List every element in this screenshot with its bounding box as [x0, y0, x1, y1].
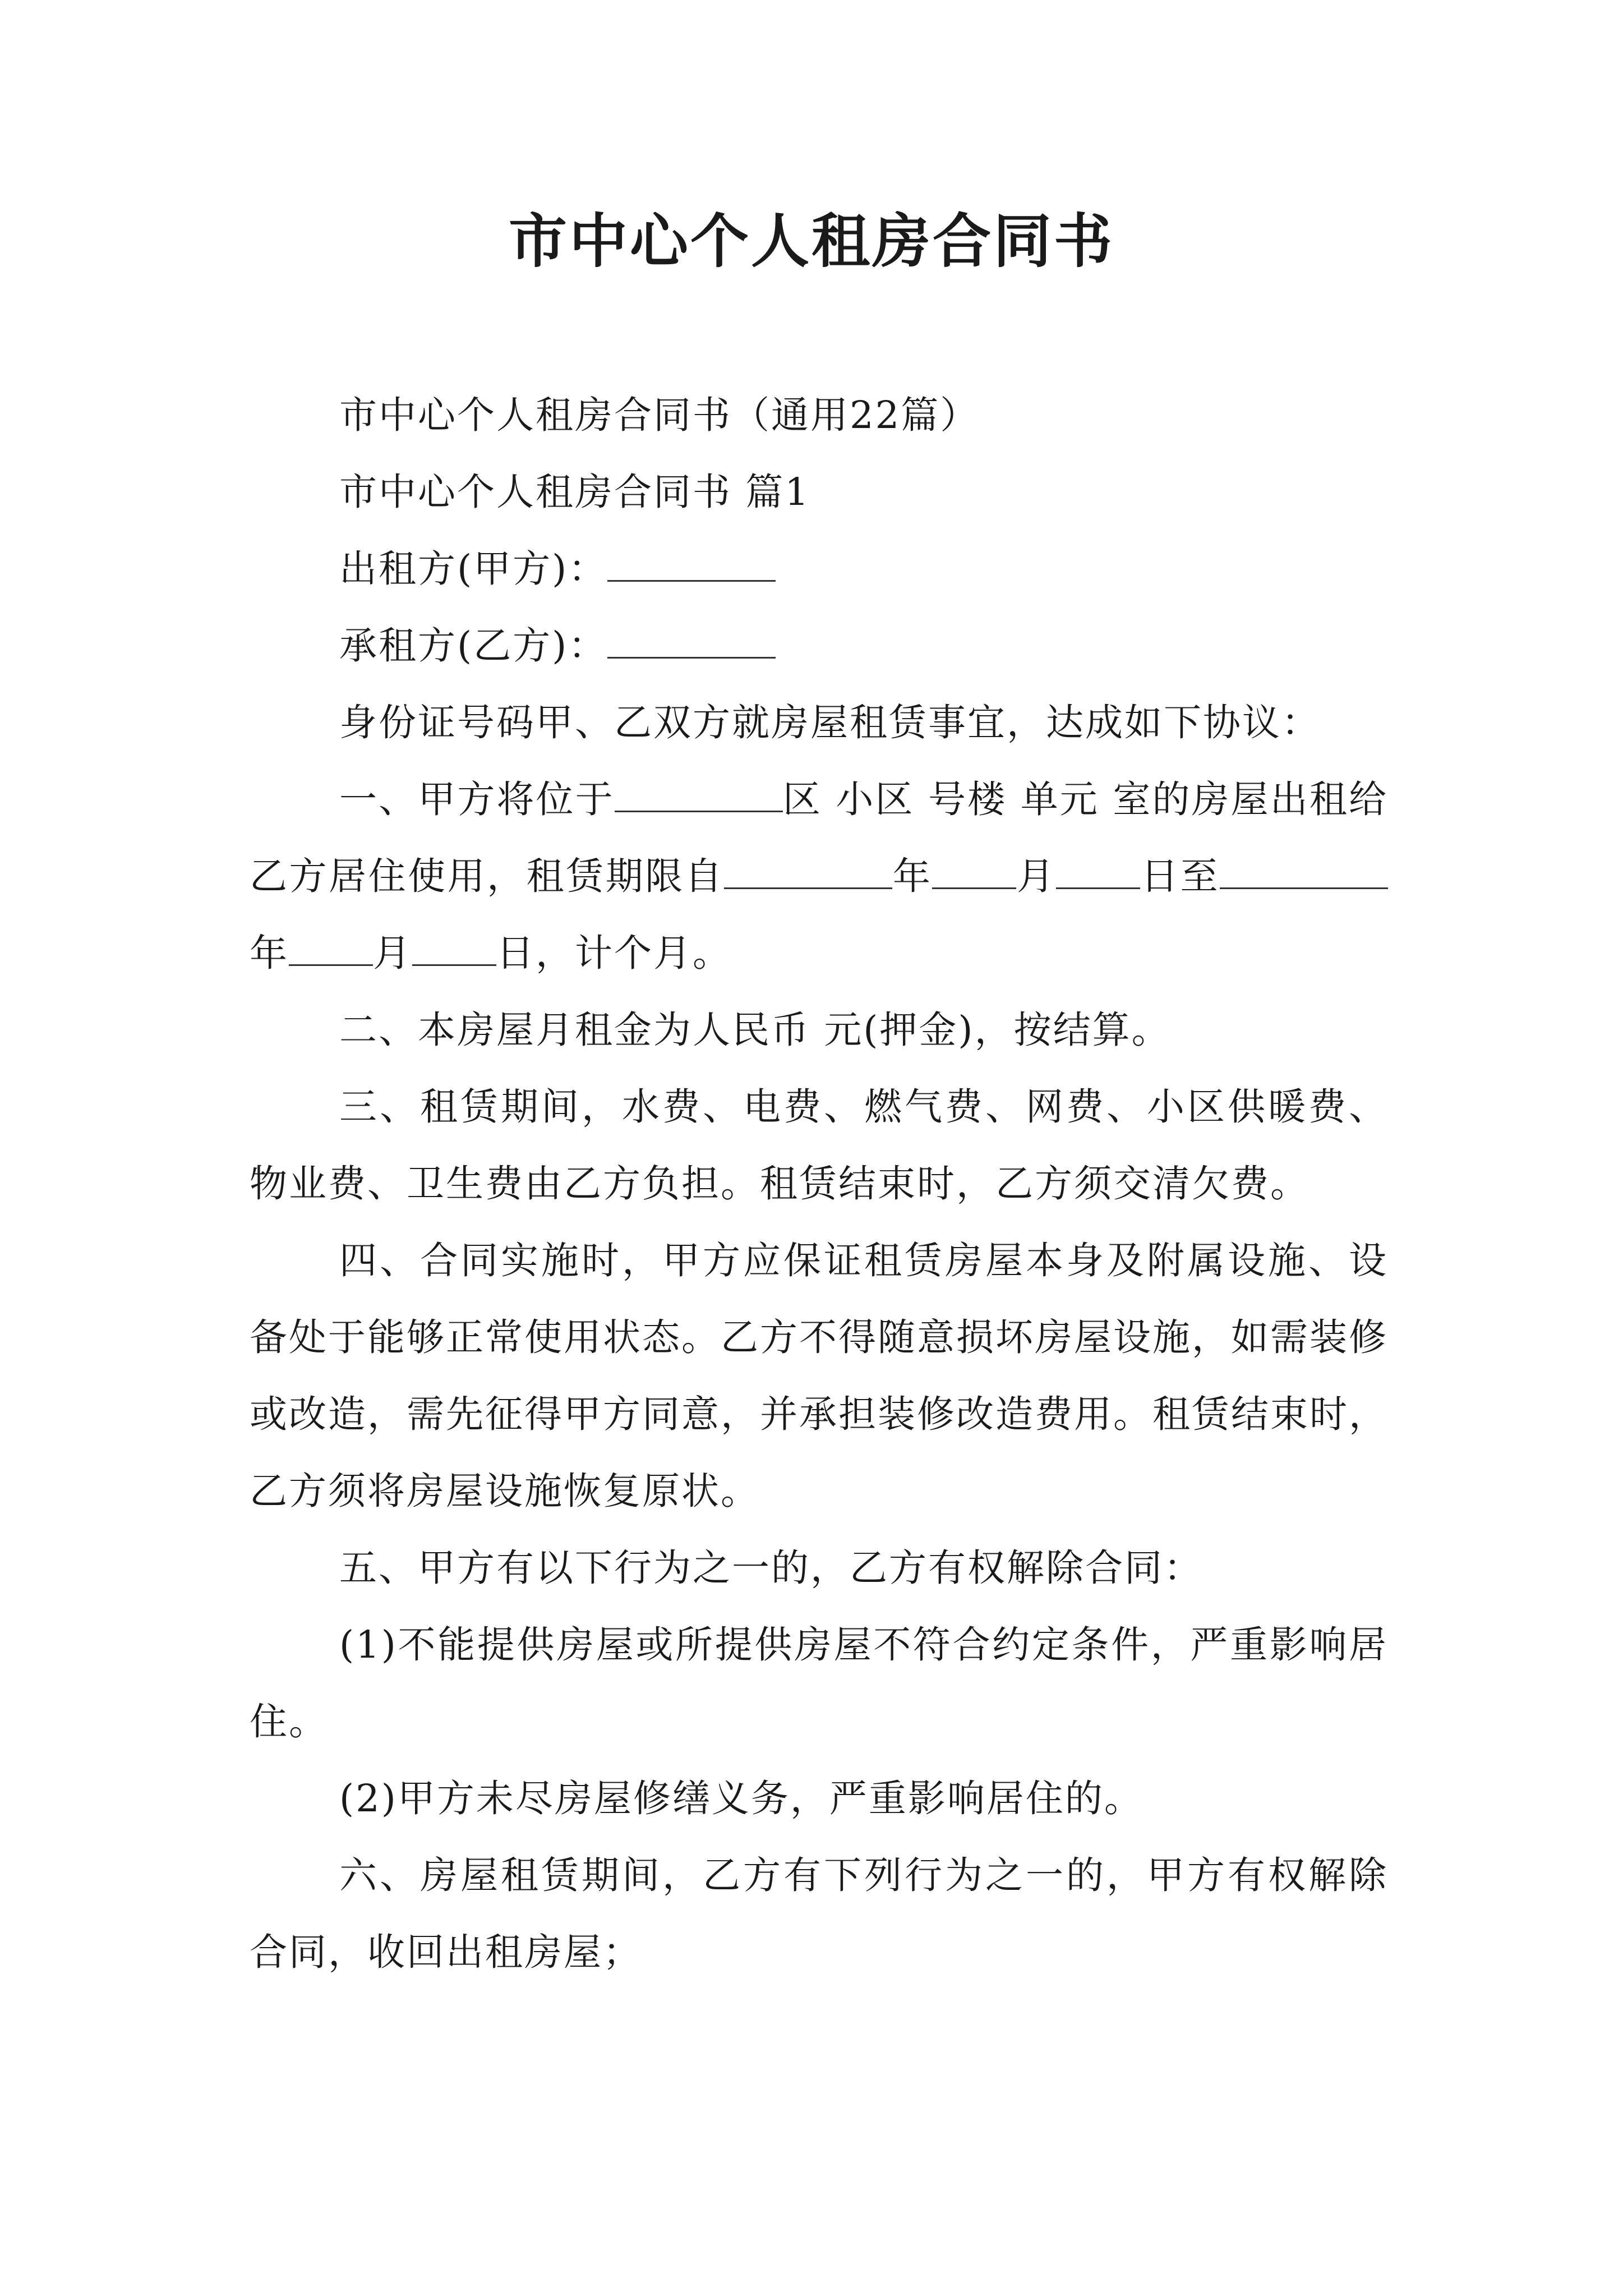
end-day-blank: [412, 931, 496, 966]
clause-5-item-2: (2)甲方未尽房屋修缮义务，严重影响居住的。: [339, 1777, 1144, 1820]
subtitle: 市中心个人租房合同书（通用22篇）: [339, 393, 980, 437]
clause-1-text: 日至: [1140, 854, 1220, 898]
document-body: [250, 377, 1388, 1991]
start-day-blank: [1056, 854, 1140, 889]
document-title: 市中心个人租房合同书: [508, 206, 1114, 275]
clause-1-text: 日，计个月。: [496, 931, 732, 975]
clause-1: [250, 761, 1388, 992]
lessee-blank: [607, 623, 776, 659]
end-month-blank: [289, 931, 373, 966]
clause-1-text: 区 小区 号楼 单元 室的房屋出租给乙方居住使用，租赁期限自: [250, 777, 1388, 898]
lessor-line: [250, 531, 1388, 608]
clause-5: 五、甲方有以下行为之一的，乙方有权解除合同：: [339, 1546, 1203, 1590]
clause-4: 四、合同实施时，甲方应保证租赁房屋本身及附属设施、设备处于能够正常使用状态。乙方不得随意损坏房屋设施，如需装修或改造，需先征得甲方同意，并承担装修改造费用。租赁结束时，乙方须将房屋设施恢复原状。: [250, 1239, 1388, 1513]
clause-5-item-1: (1)不能提供房屋或所提供房屋不符合约定条件，严重影响居住。: [250, 1623, 1388, 1743]
section-heading: 市中心个人租房合同书 篇1: [339, 470, 810, 514]
clause-1-text: 年: [250, 931, 289, 975]
lessee-label: 承租方(乙方)：: [339, 624, 608, 668]
start-year-blank: [724, 854, 892, 889]
address-blank: [615, 777, 783, 812]
start-month-blank: [932, 854, 1016, 889]
clause-2: 二、本房屋月租金为人民币 元(押金)，按结算。: [339, 1008, 1171, 1052]
clause-1-text: 月: [1016, 854, 1057, 898]
end-year-blank: [1220, 854, 1388, 889]
lessee-line: [250, 608, 1388, 684]
clause-1-text: 年: [892, 854, 933, 898]
clause-6: 六、房屋租赁期间，乙方有下列行为之一的，甲方有权解除合同，收回出租房屋；: [250, 1853, 1388, 1974]
clause-3: 三、租赁期间，水费、电费、燃气费、网费、小区供暖费、物业费、卫生费由乙方负担。租赁结束时，乙方须交清欠费。: [250, 1085, 1388, 1205]
lessor-blank: [607, 546, 776, 582]
clause-1-text: 一、甲方将位于: [339, 777, 615, 821]
clause-1-text: 月: [373, 931, 412, 975]
intro-paragraph: 身份证号码甲、乙双方就房屋租赁事宜，达成如下协议：: [339, 701, 1321, 744]
lessor-label: 出租方(甲方)：: [339, 547, 608, 591]
